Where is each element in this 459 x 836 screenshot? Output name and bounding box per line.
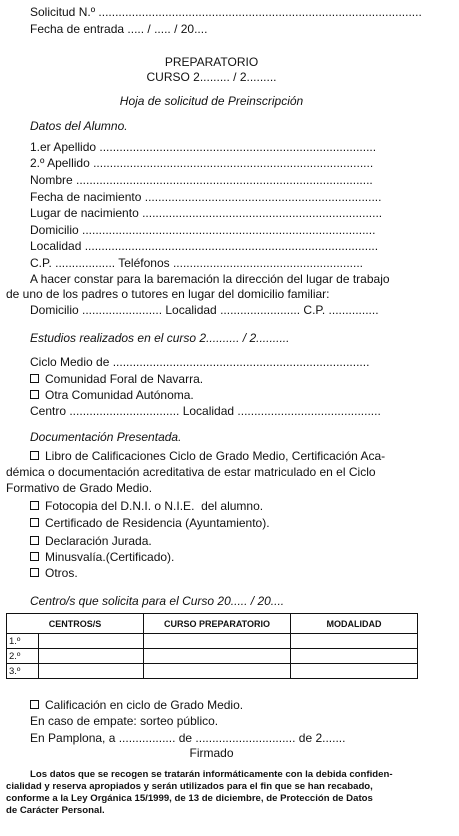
declaracion-option (30, 534, 152, 548)
checkbox-icon (30, 568, 39, 577)
pamplona-date-line: En Pamplona, a ................. de .............................. de 2....... (30, 731, 346, 745)
hoja-subtitle: Hoja de solicitud de Preinscripción (119, 94, 304, 108)
row-number: 2.º (7, 649, 39, 664)
footer-line-2: cialidad y reserva apropiados y serán utilizados para el fin que se han recabado, (6, 781, 373, 792)
nombre-field: Nombre ......................................................................................... (30, 173, 373, 187)
dni-option (30, 499, 263, 513)
table-cell (39, 649, 144, 664)
footer-line-4: de Carácter Personal. (6, 805, 105, 816)
checkbox-icon (30, 374, 39, 383)
firmado-label: Firmado (189, 746, 234, 760)
cp-telefonos-field: C.P. .................. Teléfonos ......................................................... (30, 256, 363, 270)
declaracion-label: Declaración Jurada. (45, 534, 152, 548)
navarra-option (30, 372, 203, 386)
row-number: 3.º (7, 664, 39, 679)
libro-label-3: Formativo de Grado Medio. (6, 481, 153, 495)
centros-table (6, 613, 418, 679)
checkbox-icon (30, 700, 39, 709)
otros-label: Otros. (45, 566, 78, 580)
table-row (7, 664, 418, 679)
section-datos-alumno: Datos del Alumno. (30, 119, 128, 133)
table-header-row (7, 614, 418, 634)
table-cell (144, 649, 291, 664)
row-number: 1.º (7, 634, 39, 649)
table-row (7, 649, 418, 664)
ciclo-medio-field: Ciclo Medio de ............................................................................. (30, 355, 370, 369)
calificacion-label: Calificación en ciclo de Grado Medio. (45, 698, 244, 712)
table-header: CURSO PREPARATORIO (144, 614, 291, 634)
otra-comunidad-option (30, 388, 194, 402)
minusvalia-option (30, 550, 174, 564)
dni-label: Fotocopia del D.N.I. o N.I.E. del alumno. (45, 499, 264, 513)
libro-label-1: Libro de Calificaciones Ciclo de Grado Medio, Certificación Aca- (45, 449, 386, 463)
checkbox-icon (30, 552, 39, 561)
footer-line-3: conforme a la Ley Orgánica 15/1999, de 13 de diciembre, de Protección de Datos (6, 793, 373, 804)
solicitud-number-field: Solicitud N.º ................................................................................................. (30, 5, 422, 19)
checkbox-icon (30, 390, 39, 399)
checkbox-icon (30, 451, 39, 460)
section-documentacion: Documentación Presentada. (30, 430, 182, 444)
libro-label-2: démica o documentación acreditativa de estar matriculado en el Ciclo (6, 465, 376, 479)
section-centros: Centro/s que solicita para el Curso 20..... / 20.... (30, 594, 285, 608)
section-estudios: Estudios realizados en el curso 2.......... / 2.......... (30, 331, 290, 345)
otra-comunidad-label: Otra Comunidad Autónoma. (45, 388, 194, 402)
fecha-nacimiento-field: Fecha de nacimiento ....................................................................... (30, 190, 382, 204)
residencia-label: Certificado de Residencia (Ayuntamiento). (45, 516, 270, 530)
baremacion-text-2: de uno de los padres o tutores en lugar del domicilio familiar: (6, 287, 330, 301)
otros-option (30, 566, 78, 580)
fecha-entrada-field: Fecha de entrada ..... / ..... / 20.... (30, 22, 208, 36)
table-cell (39, 664, 144, 679)
lugar-nacimiento-field: Lugar de nacimiento ........................................................................ (30, 206, 383, 220)
table-cell (144, 634, 291, 649)
apellido1-field: 1.er Apellido ................................................................................... (30, 140, 377, 154)
table-row (7, 634, 418, 649)
domicilio-field: Domicilio ........................................................................................ (30, 223, 376, 237)
table-cell (144, 664, 291, 679)
checkbox-icon (30, 518, 39, 527)
table-cell (291, 649, 418, 664)
residencia-option (30, 516, 270, 530)
table-cell (291, 664, 418, 679)
apellido2-field: 2.º Apellido .................................................................................... (30, 156, 374, 170)
checkbox-icon (30, 501, 39, 510)
calificacion-option (30, 698, 243, 712)
domicilio-trabajo-field: Domicilio ........................ Localidad ........................ C.P. ............... (30, 303, 379, 317)
table-header: MODALIDAD (291, 614, 418, 634)
curso-title: CURSO 2......... / 2......... (146, 70, 277, 84)
table-cell (291, 634, 418, 649)
minusvalia-label: Minusvalía.(Certificado). (45, 550, 175, 564)
footer-line-1: Los datos que se recogen se tratarán informáticamente con la debida confiden- (30, 769, 393, 780)
libro-option (30, 449, 385, 463)
localidad-field: Localidad ........................................................................................ (30, 239, 379, 253)
preparatorio-title: PREPARATORIO (164, 55, 259, 69)
checkbox-icon (30, 536, 39, 545)
empate-text: En caso de empate: sorteo público. (30, 714, 219, 728)
navarra-label: Comunidad Foral de Navarra. (45, 372, 204, 386)
baremacion-text-1: A hacer constar para la baremación la dirección del lugar de trabajo (30, 272, 390, 286)
table-header: CENTROS/S (7, 614, 144, 634)
centro-localidad-field: Centro ................................. Localidad ........................................... (30, 404, 381, 418)
table-cell (39, 634, 144, 649)
